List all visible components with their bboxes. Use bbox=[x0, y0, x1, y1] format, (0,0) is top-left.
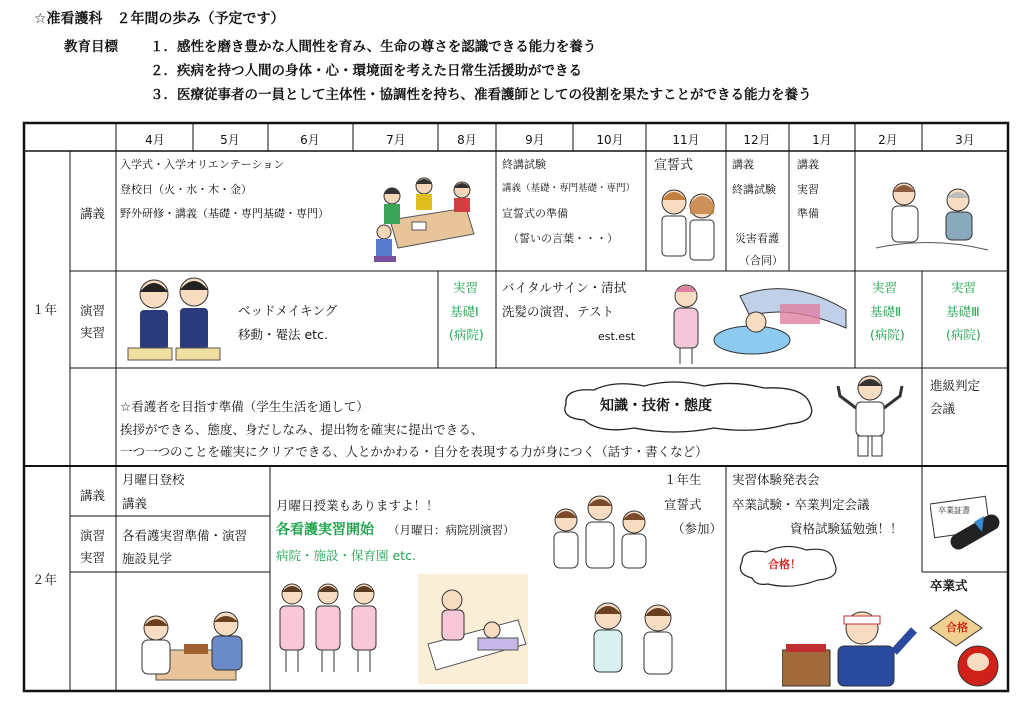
pass-cloud-text: 合格！ bbox=[768, 558, 801, 571]
y1-practice-aug-3: (病院) bbox=[449, 327, 484, 342]
month-dec: 12月 bbox=[743, 133, 771, 147]
y1-practice-mar-2: 基礎Ⅲ bbox=[946, 304, 980, 319]
studying-student-illustration bbox=[782, 600, 922, 690]
y2-practice-apr-1: 各看護実習準備・演習 bbox=[122, 528, 248, 543]
y1-lecture-jan-3: 準備 bbox=[797, 207, 819, 220]
y2-nov-3: （参加） bbox=[672, 521, 723, 536]
graduation: 卒業式 bbox=[930, 578, 968, 593]
y2-practice-label-2: 実習 bbox=[80, 550, 106, 565]
y2-lecture-apr-1: 月曜日登校 bbox=[122, 472, 185, 487]
month-oct: 10月 bbox=[596, 133, 624, 147]
pink-nurses-illustration bbox=[274, 578, 384, 678]
knowledge-cloud-text: 知識・技術・態度 bbox=[600, 398, 712, 414]
page-title: ☆准看護科 ２年間の歩み（予定です） bbox=[34, 11, 285, 27]
y1-lecture-jan-2: 実習 bbox=[797, 183, 819, 196]
y1-practice-feb-1: 実習 bbox=[872, 280, 898, 295]
y1-practice-sep-1: バイタルサイン・清拭 bbox=[502, 280, 627, 295]
y1-practice-aug-2: 基礎Ⅰ bbox=[450, 304, 479, 319]
y1-lecture-dec-4: （合同） bbox=[739, 254, 783, 267]
hair-washing-illustration bbox=[660, 276, 850, 366]
y2-dec-1: 実習体験発表会 bbox=[732, 472, 820, 487]
month-feb: 2月 bbox=[878, 133, 898, 147]
y1-lecture-sep-1: 終講試験 bbox=[502, 158, 546, 171]
month-may: 5月 bbox=[220, 133, 240, 147]
y1-lecture-dec-1: 講義 bbox=[732, 158, 754, 171]
y2-mid-start: 各看護実習開始 bbox=[276, 522, 374, 538]
y2-nov-2: 宣誓式 bbox=[664, 497, 702, 512]
y1-lecture-dec-2: 終講試験 bbox=[732, 183, 776, 196]
pass-daruma-illustration bbox=[926, 606, 1006, 688]
y1-practice-aug-1: 実習 bbox=[453, 280, 479, 295]
students-table-illustration bbox=[372, 172, 480, 264]
y1-practice-label-2: 実習 bbox=[80, 325, 106, 340]
y1-prep-3: 一つ一つのことを確実にクリアできる、人とかかわる・自分を表現する力が身につく（話す・書くなど） bbox=[120, 444, 708, 459]
month-mar: 3月 bbox=[955, 133, 975, 147]
students-uniform-illustration bbox=[124, 264, 224, 364]
y1-prep-2: 挨拶ができる、態度、身だしなみ、提出物を確実に提出できる、 bbox=[120, 422, 484, 437]
nurses-pledge-illustration bbox=[654, 180, 722, 266]
goal-1: １．感性を磨き豊かな人間性を育み、生命の尊さを認識できる能力を養う bbox=[150, 39, 597, 55]
y2-mid-places: 病院・施設・保育園 etc. bbox=[276, 548, 416, 563]
male-nurse-illustration bbox=[834, 372, 906, 460]
y1-practice-sep-2: 洗髪の演習、テスト bbox=[502, 304, 615, 319]
two-nurses-illustration bbox=[580, 596, 690, 686]
month-sep: 9月 bbox=[525, 133, 545, 147]
year-2-label: ２年 bbox=[32, 572, 58, 587]
nurse-elderly-illustration bbox=[872, 176, 992, 256]
y2-dec-2: 卒業試験・卒業判定会議 bbox=[732, 497, 870, 512]
goal-3: ３．医療従事者の一員として主体性・協調性を持ち、准看護師としての役割を果たすことができる能力を養う bbox=[150, 87, 812, 103]
y2-mid-start-note: （月曜日：病院別演習） bbox=[388, 523, 515, 537]
y1-prep-1: ☆看護者を目指す準備（学生生活を通して） bbox=[120, 399, 369, 414]
y1-lecture-apr-2: 登校日（火・水・木・金） bbox=[120, 183, 252, 196]
y1-lecture-label: 講義 bbox=[80, 206, 106, 221]
month-jul: 7月 bbox=[386, 133, 406, 147]
y1-lecture-dec-3: 災害看護 bbox=[735, 232, 779, 245]
y2-lecture-apr-2: 講義 bbox=[122, 496, 148, 511]
y2-practice-label-1: 演習 bbox=[80, 528, 106, 543]
bedside-care-illustration bbox=[418, 574, 528, 684]
month-apr: 4月 bbox=[145, 133, 165, 147]
y1-practice-feb-2: 基礎Ⅱ bbox=[870, 304, 902, 319]
y1-practice-apr-1: ベッドメイキング bbox=[238, 303, 338, 318]
promotion-2: 会議 bbox=[930, 401, 956, 416]
y1-lecture-sep-3: 宣誓式の準備 bbox=[502, 207, 568, 220]
y1-lecture-sep-4: （誓いの言葉・・・） bbox=[508, 232, 618, 245]
y1-practice-apr-2: 移動・罨法 etc. bbox=[238, 327, 328, 342]
patient-care-illustration bbox=[126, 600, 258, 684]
y1-lecture-sep-2: 講義（基礎・専門基礎・専門） bbox=[502, 183, 636, 194]
goal-label: 教育目標 bbox=[64, 39, 118, 55]
y2-nov-1: １年生 bbox=[664, 472, 702, 487]
month-jun: 6月 bbox=[300, 133, 320, 147]
y1-practice-sep-3: est.est bbox=[598, 330, 636, 343]
y1-lecture-jan-1: 講義 bbox=[797, 158, 819, 171]
y2-dec-3: 資格試験猛勉強！！ bbox=[790, 521, 903, 536]
y2-practice-apr-2: 施設見学 bbox=[122, 551, 173, 566]
promotion-1: 進級判定 bbox=[930, 378, 981, 393]
diploma-text: 卒業証書 bbox=[938, 506, 970, 515]
month-nov: 11月 bbox=[672, 133, 700, 147]
y1-practice-label-1: 演習 bbox=[80, 303, 106, 318]
pass-sign-text: 合格 bbox=[946, 621, 968, 634]
month-jan: 1月 bbox=[812, 133, 832, 147]
nurse-group-illustration bbox=[544, 490, 654, 580]
y1-practice-mar-3: (病院) bbox=[946, 327, 981, 342]
y1-practice-feb-3: (病院) bbox=[870, 327, 905, 342]
month-aug: 8月 bbox=[457, 133, 477, 147]
y1-practice-mar-1: 実習 bbox=[951, 280, 977, 295]
y1-lecture-apr-1: 入学式・入学オリエンテーション bbox=[120, 158, 285, 171]
diploma-illustration bbox=[930, 492, 1004, 558]
y2-lecture-label: 講義 bbox=[80, 488, 106, 503]
goal-2: ２．疾病を持つ人間の身体・心・環境面を考えた日常生活援助ができる bbox=[150, 63, 582, 79]
y2-mid-note: 月曜日授業もありますよ！！ bbox=[276, 498, 439, 513]
y1-lecture-apr-3: 野外研修・講義（基礎・専門基礎・専門） bbox=[120, 207, 329, 220]
y1-lecture-nov: 宣誓式 bbox=[654, 158, 694, 173]
year-1-label: １年 bbox=[32, 302, 58, 317]
